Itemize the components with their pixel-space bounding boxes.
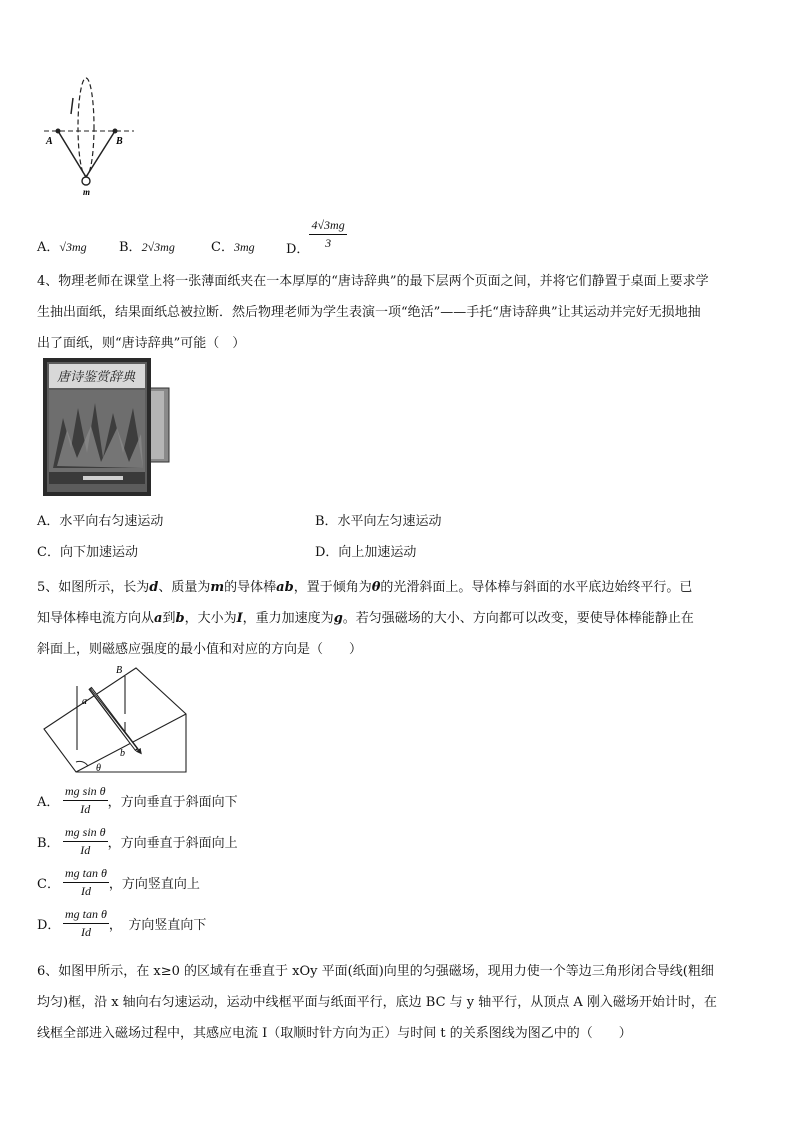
q5-label-b: b (120, 748, 125, 759)
q5-option-c-fraction: $\frac{\text{mg tan θ}}{Id}$ (65, 866, 107, 898)
q3-option-d-fraction (309, 218, 346, 251)
q3-point-a (56, 129, 61, 134)
q3-string-b (86, 131, 115, 177)
q5-stem-line3: 斜面上，则磁感应强度的最小值和对应的方向是（ ） (37, 642, 363, 657)
q3-option-d-numerator: 4√3mg (309, 218, 346, 235)
q3-option-d-letter: D． (286, 241, 310, 257)
q5-option-a-fraction: $\frac{\text{mg sin θ}}{Id}$ (65, 784, 106, 816)
q6-stem (37, 956, 757, 1049)
q3-label-m: m (83, 187, 91, 197)
q5-figure (40, 662, 190, 780)
q4-stem-line1: 4、物理老师在课堂上将一张薄面纸夹在一本厚厚的“唐诗辞典”的最下层两个页面之间，并将它们静置于桌面上要求学 (37, 274, 709, 289)
q3-figure (38, 76, 138, 197)
q3-option-b (119, 236, 175, 255)
q3-option-b-value: 2√3mg (141, 240, 175, 254)
q5-option-b-fraction: $\frac{\text{mg sin θ}}{Id}$ (65, 825, 106, 857)
q5-option-d: D． $\frac{\text{mg tan θ}}{Id}$ ， 方向竖直向下 (37, 907, 207, 939)
q4-book-image (43, 358, 171, 496)
q3-point-b (113, 129, 118, 134)
q5-option-b: B． $\frac{\text{mg sin θ}}{Id}$ ，方向垂直于斜面向上 (37, 825, 238, 857)
q3-option-c (211, 236, 255, 255)
q5-label-theta: θ (96, 763, 101, 774)
q4-stem (37, 266, 757, 359)
q5-label-a: a (82, 696, 87, 707)
q5-stem-line1: 5、如图所示，长为d、质量为m的导体棒ab，置于倾角为θ的光滑斜面上。导体棒与斜面的水平底边始终平行。已 (37, 580, 693, 595)
q4-option-a: A．水平向右匀速运动 (37, 514, 164, 529)
q6-stem-line2: 均匀)框，沿 x 轴向右匀速运动，运动中线框平面与纸面平行，底边 BC 与 y 轴平行，从顶点 A 刚入磁场开始计时，在 (37, 995, 717, 1010)
q5-stem-line2: 知导体棒电流方向从a到b，大小为I，重力加速度为g。若匀强磁场的大小、方向都可以改变，要使导体棒能静止在 (37, 611, 694, 626)
q3-option-d (286, 212, 347, 256)
q5-label-B: B (116, 665, 123, 676)
q4-option-d: D．向上加速运动 (315, 545, 417, 560)
q5-stem (37, 572, 757, 665)
q3-option-a-letter: A． (37, 240, 60, 255)
q4-option-c: C．向下加速运动 (37, 545, 138, 560)
q5-option-d-fraction: $\frac{\text{mg tan θ}}{Id}$ (65, 907, 107, 939)
q3-label-a: A (46, 136, 53, 147)
q3-option-b-letter: B． (119, 240, 142, 255)
q6-stem-line3: 线框全部进入磁场过程中，其感应电流 I（取顺时针方向为正）与时间 t 的关系图线为图乙中的（ ） (37, 1026, 632, 1041)
q3-option-a-value: √3mg (59, 240, 87, 254)
q4-stem-line3: 出了面纸，则“唐诗辞典”可能（ ） (37, 336, 246, 351)
q4-book-title: 唐诗鉴赏辞典 (57, 369, 136, 384)
q5-option-a: A． $\frac{\text{mg sin θ}}{Id}$ ，方向垂直于斜面向下 (37, 784, 238, 816)
q5-option-c: C． $\frac{\text{mg tan θ}}{Id}$ ，方向竖直向上 (37, 866, 200, 898)
q4-option-b: B．水平向左匀速运动 (315, 514, 442, 529)
q3-option-a (37, 236, 87, 255)
q6-stem-line1: 6、如图甲所示，在 x≥0 的区域有在垂直于 xOy 平面(纸面)向里的匀强磁场，现用力使一个等边三角形闭合导线(粗细 (37, 964, 714, 979)
q3-rotation-ellipse (78, 78, 94, 176)
q3-option-c-letter: C． (211, 240, 234, 255)
q3-label-b: B (116, 136, 123, 147)
q3-string-a (58, 131, 86, 177)
q3-rotation-arrow (71, 98, 73, 114)
q3-option-c-value: 3mg (233, 240, 255, 254)
q4-stem-line2: 生抽出面纸，结果面纸总被拉断．然后物理老师为学生表演一项“绝活”——手托“唐诗辞典”让其运动并完好无损地抽 (37, 305, 701, 320)
q3-option-d-denominator: 3 (325, 235, 332, 250)
q3-ball (82, 177, 90, 185)
